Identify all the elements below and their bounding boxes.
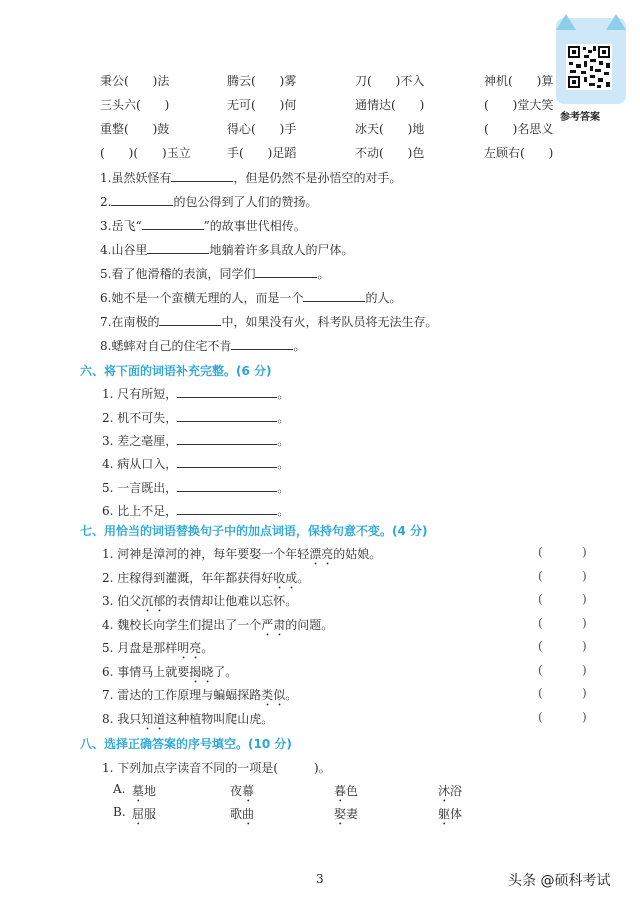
dotted-word: 严肃 — [261, 617, 286, 632]
answer-blank[interactable] — [255, 265, 317, 278]
idiom-item: 秉公( )法 — [100, 74, 170, 88]
answer-blank[interactable] — [177, 455, 277, 468]
item-text: 1. 河神是漳河的神，每年要娶一个年轻 — [102, 547, 310, 561]
dotted-word: 类似 — [261, 688, 286, 702]
sentence-text: 虽然妖怪有 — [111, 171, 172, 185]
answer-blank[interactable] — [177, 385, 277, 398]
idiom-item: 左顾右( ) — [484, 146, 554, 160]
idiom-item: 刀( )不入 — [355, 74, 425, 88]
item-text: 5. 一言既出， — [102, 481, 178, 495]
item-text: 。 — [297, 570, 310, 585]
idiom-row — [100, 96, 570, 120]
item-text: 4. 魏校长向学生们提出了一个 — [102, 617, 262, 632]
sentence-text: 她不是一个蛮横无理的人，而是一个 — [111, 291, 304, 305]
fill-sentence — [100, 169, 401, 186]
sentence-text: 。 — [317, 267, 330, 281]
idiom-row — [100, 72, 570, 96]
fill-sentence — [100, 313, 437, 330]
paren-close: ) — [582, 615, 587, 630]
item-end: 。 — [277, 434, 290, 448]
idiom-row — [100, 144, 570, 168]
item-end: 。 — [277, 457, 290, 471]
item-text: 5. 月盘是那样 — [102, 641, 178, 655]
answer-blank[interactable] — [177, 502, 277, 515]
dotted-char: 暮 — [334, 784, 347, 798]
dotted-char: 幕 — [242, 784, 255, 798]
sentence-number: 8. — [100, 339, 112, 353]
idiom-complete-item — [102, 432, 289, 449]
option-label: B. — [113, 805, 126, 819]
dotted-char: 躯 — [438, 807, 451, 821]
qr-code-icon[interactable] — [566, 44, 612, 90]
replace-word-item — [102, 569, 309, 592]
paren-open: ( — [538, 639, 543, 653]
item-text: 的表情却让他难以忘怀。 — [165, 594, 298, 608]
fill-sentence — [100, 217, 306, 234]
idiom-item: 手( )足蹈 — [227, 146, 297, 160]
dotted-word: 明亮 — [177, 641, 202, 655]
sentence-text: 蟋蟀对自己的住宅不肯 — [111, 339, 232, 353]
dotted-char: 屈 — [132, 807, 145, 821]
idiom-item: 不动( )色 — [355, 146, 425, 160]
item-end: 。 — [277, 387, 290, 401]
option-word — [230, 805, 254, 828]
dotted-word: 漂亮 — [309, 547, 334, 561]
sentence-text: 山谷里 — [111, 243, 148, 257]
word-rest: 服 — [144, 807, 157, 821]
idiom-fill-grid — [100, 72, 570, 168]
dotted-char: 沐 — [438, 784, 451, 798]
item-text: 。 — [285, 688, 298, 702]
dotted-word: 收成 — [273, 570, 298, 585]
item-text: 3. 差之毫厘， — [102, 434, 178, 448]
idiom-complete-item — [102, 502, 289, 519]
idiom-item: 三头六( ) — [100, 98, 170, 112]
paren-close: ) — [582, 568, 587, 583]
paren-open: ( — [538, 568, 543, 583]
item-text: 。 — [201, 641, 214, 655]
paren-open: ( — [538, 615, 543, 630]
idiom-complete-item — [102, 385, 289, 402]
sentence-text: ”的故事世代相传。 — [203, 219, 306, 233]
sentence-text: 的包公得到了人们的赞扬。 — [173, 195, 318, 209]
sentence-text: 在南极的 — [111, 315, 160, 329]
sentence-text: ，但是仍然不是孙悟空的对手。 — [233, 171, 402, 185]
option-label: A. — [113, 782, 126, 796]
paren-open: ( — [538, 686, 543, 700]
word-rest: 地 — [144, 784, 157, 798]
replace-word-item — [102, 545, 381, 568]
page-number: 3 — [316, 872, 324, 886]
sentence-number: 7. — [100, 315, 112, 329]
option-word — [132, 782, 156, 805]
sentence-text: 。 — [293, 339, 306, 353]
word-rest: 色 — [346, 784, 359, 798]
sentence-text: 中，如果没有火，科考队员将无法生存。 — [221, 315, 438, 329]
option-word — [334, 805, 358, 828]
answer-blank[interactable] — [111, 193, 173, 206]
idiom-item: ( )( )玉立 — [100, 146, 191, 160]
item-text: 3. 伯父 — [102, 594, 142, 608]
answer-blank[interactable] — [177, 409, 277, 422]
sentence-text: 地躺着许多具敌人的尸体。 — [209, 243, 354, 257]
paren-open: ( — [538, 662, 543, 677]
dotted-char: 娶 — [334, 807, 347, 821]
sentence-number: 5. — [100, 267, 112, 281]
word-rest: 歌 — [230, 807, 243, 821]
option-word — [438, 782, 462, 805]
item-end: 。 — [277, 481, 290, 495]
item-text: 6. 比上不足， — [102, 504, 178, 518]
fill-sentence — [100, 337, 305, 354]
watermark: 头条 @硕科考试 — [508, 873, 611, 889]
item-text: 6. 事情马上就要 — [102, 664, 190, 679]
replace-word-item — [102, 639, 213, 662]
item-text: 7. 雷达的工作原理与蝙蝠探路 — [102, 688, 262, 702]
word-rest: 浴 — [450, 784, 463, 798]
fill-sentence — [100, 241, 353, 258]
sentence-text: 的人。 — [365, 291, 402, 305]
answer-blank[interactable] — [231, 337, 293, 350]
replace-word-item — [102, 592, 297, 615]
idiom-complete-item — [102, 455, 289, 472]
item-end: 。 — [277, 504, 290, 518]
answer-blank[interactable] — [177, 479, 277, 492]
paren-close: ) — [582, 686, 587, 700]
sentence-text: 岳飞“ — [111, 219, 142, 233]
item-text: 8. 我只 — [102, 711, 142, 726]
idiom-item: 冰天( )地 — [355, 122, 425, 136]
word-rest: 体 — [450, 807, 463, 821]
item-text: 4. 病从口入， — [102, 457, 178, 471]
idiom-complete-item — [102, 409, 289, 426]
option-word — [230, 782, 254, 805]
paren-close: ) — [582, 709, 587, 724]
dotted-word: 知道 — [141, 711, 166, 726]
dotted-char: 曲 — [242, 807, 255, 821]
sentence-number: 2. — [100, 195, 112, 209]
dotted-word: 揭晓 — [189, 664, 214, 679]
paren-close: ) — [582, 662, 587, 677]
qr-badge-right-ear — [606, 14, 626, 30]
answer-blank[interactable] — [177, 432, 277, 445]
idiom-item: 通情达( ) — [355, 98, 425, 112]
option-word — [438, 805, 462, 828]
sentence-number: 1. — [100, 171, 112, 185]
paren-close: ) — [582, 592, 587, 606]
answer-blank[interactable] — [171, 169, 233, 182]
option-word — [334, 782, 358, 805]
idiom-item: ( )名思义 — [484, 122, 554, 136]
paren-close: ) — [582, 545, 587, 559]
idiom-item: 神机( )算 — [484, 74, 554, 88]
item-text: 这种植物叫爬山虎。 — [165, 711, 274, 726]
word-rest: 妻 — [346, 807, 359, 821]
idiom-item: 无可( )何 — [227, 98, 297, 112]
answer-blank[interactable] — [142, 217, 204, 230]
answer-blank[interactable] — [159, 313, 221, 326]
item-text: 2. 机不可失， — [102, 411, 178, 425]
replace-word-item — [102, 710, 273, 733]
sentence-number: 6. — [100, 291, 112, 305]
dotted-char: 墓 — [132, 784, 145, 798]
fill-sentence — [100, 289, 401, 306]
section-6-heading: 六、将下面的词语补充完整。(6 分) — [80, 364, 272, 378]
replace-word-item — [102, 686, 297, 709]
section-8-heading: 八、选择正确答案的序号填空。(10 分) — [80, 737, 292, 751]
option-word — [132, 805, 156, 828]
paren-open: ( — [538, 592, 543, 606]
paren-close: ) — [582, 639, 587, 653]
qr-label: 参考答案 — [560, 112, 600, 123]
dotted-word: 沉郁 — [141, 594, 166, 608]
idiom-row — [100, 120, 570, 144]
item-text: 的姑娘。 — [333, 547, 382, 561]
qr-badge-left-ear — [556, 14, 576, 30]
idiom-item: 重整( )鼓 — [100, 122, 170, 136]
sentence-text: 看了他滑稽的表演，同学们 — [111, 267, 256, 281]
idiom-item: 得心( )手 — [227, 122, 297, 136]
sentence-number: 3. — [100, 219, 112, 233]
answer-blank[interactable] — [303, 289, 365, 302]
item-end: 。 — [277, 411, 290, 425]
idiom-item: ( )堂大笑 — [484, 98, 554, 112]
idiom-complete-item — [102, 479, 289, 496]
replace-word-item — [102, 663, 237, 686]
fill-sentence — [100, 265, 329, 282]
paren-open: ( — [538, 545, 543, 559]
idiom-item: 腾云( )雾 — [227, 74, 297, 88]
answer-blank[interactable] — [147, 241, 209, 254]
item-text: 2. 庄稼得到灌溉，年年都获得好 — [102, 570, 274, 585]
choice-question: 1. 下列加点字读音不同的一项是( )。 — [102, 761, 331, 775]
replace-word-item — [102, 616, 333, 639]
item-text: 了。 — [213, 664, 238, 679]
word-rest: 夜 — [230, 784, 243, 798]
section-7-heading: 七、用恰当的词语替换句子中的加点词语，保持句意不变。(4 分) — [80, 524, 428, 538]
item-text: 的问题。 — [285, 617, 334, 632]
paren-open: ( — [538, 709, 543, 724]
fill-sentence — [100, 193, 317, 210]
item-text: 1. 尺有所短， — [102, 387, 178, 401]
sentence-number: 4. — [100, 243, 112, 257]
